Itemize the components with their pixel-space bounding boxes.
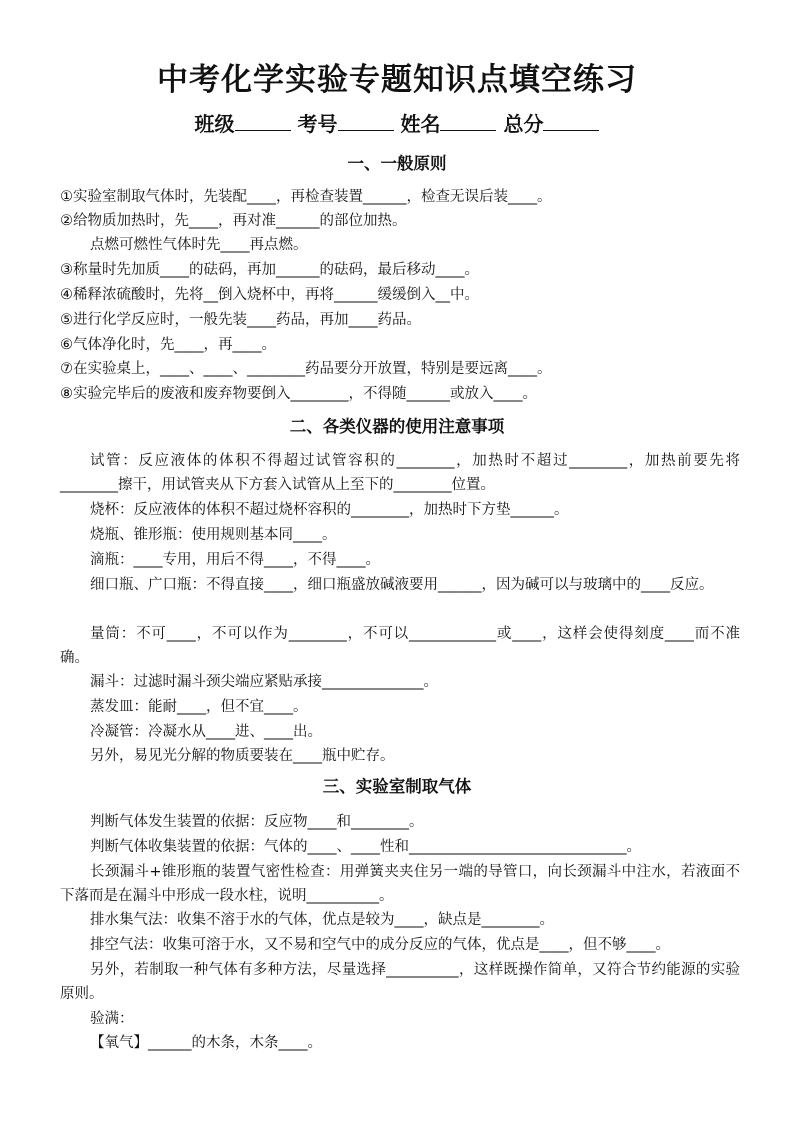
principle-line: ⑦在实验桌上，____、____、________药品要分开放置，特别是要远离____。 [60, 361, 552, 377]
info-label-name: 姓名 [400, 112, 441, 136]
gas-paragraph: 判断气体收集装置的依据：气体的____、____性和______________________________。 [90, 839, 641, 855]
principle-line: ①实验室制取气体时，先装配____，再检查装置______，检查无误后装____。 [60, 189, 552, 205]
section-heading-general-principles: 一、一般原则 [347, 154, 447, 173]
info-label-class: 班级 [194, 112, 235, 136]
principle-line: ⑧实验完毕后的废液和废弃物要倒入________，不得随______或放入____。 [60, 386, 537, 402]
instrument-paragraph-reagent-bottle: 细口瓶、广口瓶：不得直接____，细口瓶盛放碱液要用______，因为碱可以与玻璃中的____反应。 [90, 577, 714, 593]
instrument-paragraph-evaporating-dish: 蒸发皿：能耐____，但不宜____。 [90, 699, 308, 715]
principle-line: ③称量时先加质____的砝码，再加______的砝码，最后移动____。 [60, 262, 479, 278]
instrument-paragraph-condenser: 冷凝管：冷凝水从____进、____出。 [90, 724, 322, 740]
gas-paragraph: 验满： [90, 1011, 134, 1027]
gas-paragraph: 【氧气】______的木条，木条____。 [90, 1035, 322, 1051]
principle-line: ④稀释浓硫酸时，先将__倒入烧杯中，再将______缓缓倒入__中。 [60, 287, 479, 303]
instrument-paragraph-flask: 烧瓶、锥形瓶：使用规则基本同____。 [90, 527, 337, 543]
instrument-paragraph-beaker: 烧杯：反应液体的体积不超过烧杯容积的________，加热时下方垫______。 [90, 502, 569, 518]
gas-paragraph: 判断气体发生装置的依据：反应物____和________。 [90, 814, 424, 830]
class-blank[interactable] [235, 112, 291, 131]
info-label-total-score: 总分 [503, 112, 544, 136]
student-info-row [0, 110, 794, 138]
instrument-paragraph-storage: 另外，易见光分解的物质要装在____瓶中贮存。 [90, 748, 395, 764]
gas-paragraph: 排水集气法：收集不溶于水的气体，优点是较为____，缺点是________。 [90, 912, 554, 928]
principle-line: ②给物质加热时，先____，再对准______的部位加热。 [60, 213, 407, 229]
principle-line: ⑥气体净化时，先____，再____。 [60, 337, 276, 353]
info-label-exam-number: 考号 [297, 112, 338, 136]
principle-line: 点燃可燃性气体时先____再点燃。 [90, 237, 308, 253]
name-blank[interactable] [440, 112, 496, 131]
exam-number-blank[interactable] [338, 112, 394, 131]
instrument-paragraph-graduated-cylinder: 量筒：不可____，不可以作为________，不可以____________或____，这样会使得刻度____而不准确。 [60, 626, 740, 666]
section-heading-gas-preparation: 三、实验室制取气体 [322, 777, 472, 796]
gas-paragraph: 长颈漏斗+锥形瓶的装置气密性检查：用弹簧夹夹住另一端的导管口，向长颈漏斗中注水，若液面不下落而是在漏斗中形成一段水柱，说明__________。 [60, 864, 740, 904]
page-title: 中考化学实验专题知识点填空练习 [157, 62, 637, 98]
instrument-paragraph-dropper-bottle: 滴瓶：____专用，用后不得____，不得____。 [90, 552, 380, 568]
instrument-paragraph-test-tube: 试管：反应液体的体积不得超过试管容积的________，加热时不超过________，加热前要先将________擦干，用试管夹从下方套入试管从上至下的________位置。 [60, 453, 740, 493]
principle-line: ⑤进行化学反应时，一般先装____药品，再加____药品。 [60, 312, 421, 328]
gas-paragraph: 排空气法：收集可溶于水，又不易和空气中的成分反应的气体，优点是____，但不够____。 [90, 937, 670, 953]
total-score-blank[interactable] [543, 112, 599, 131]
gas-paragraph: 另外，若制取一种气体有多种方法，尽量选择__________，这样既操作简单，又符合节约能源的实验原则。 [60, 962, 740, 1002]
section-heading-instruments: 二、各类仪器的使用注意事项 [289, 417, 505, 436]
instrument-paragraph-funnel: 漏斗：过滤时漏斗颈尖端应紧贴承接______________。 [90, 674, 438, 690]
